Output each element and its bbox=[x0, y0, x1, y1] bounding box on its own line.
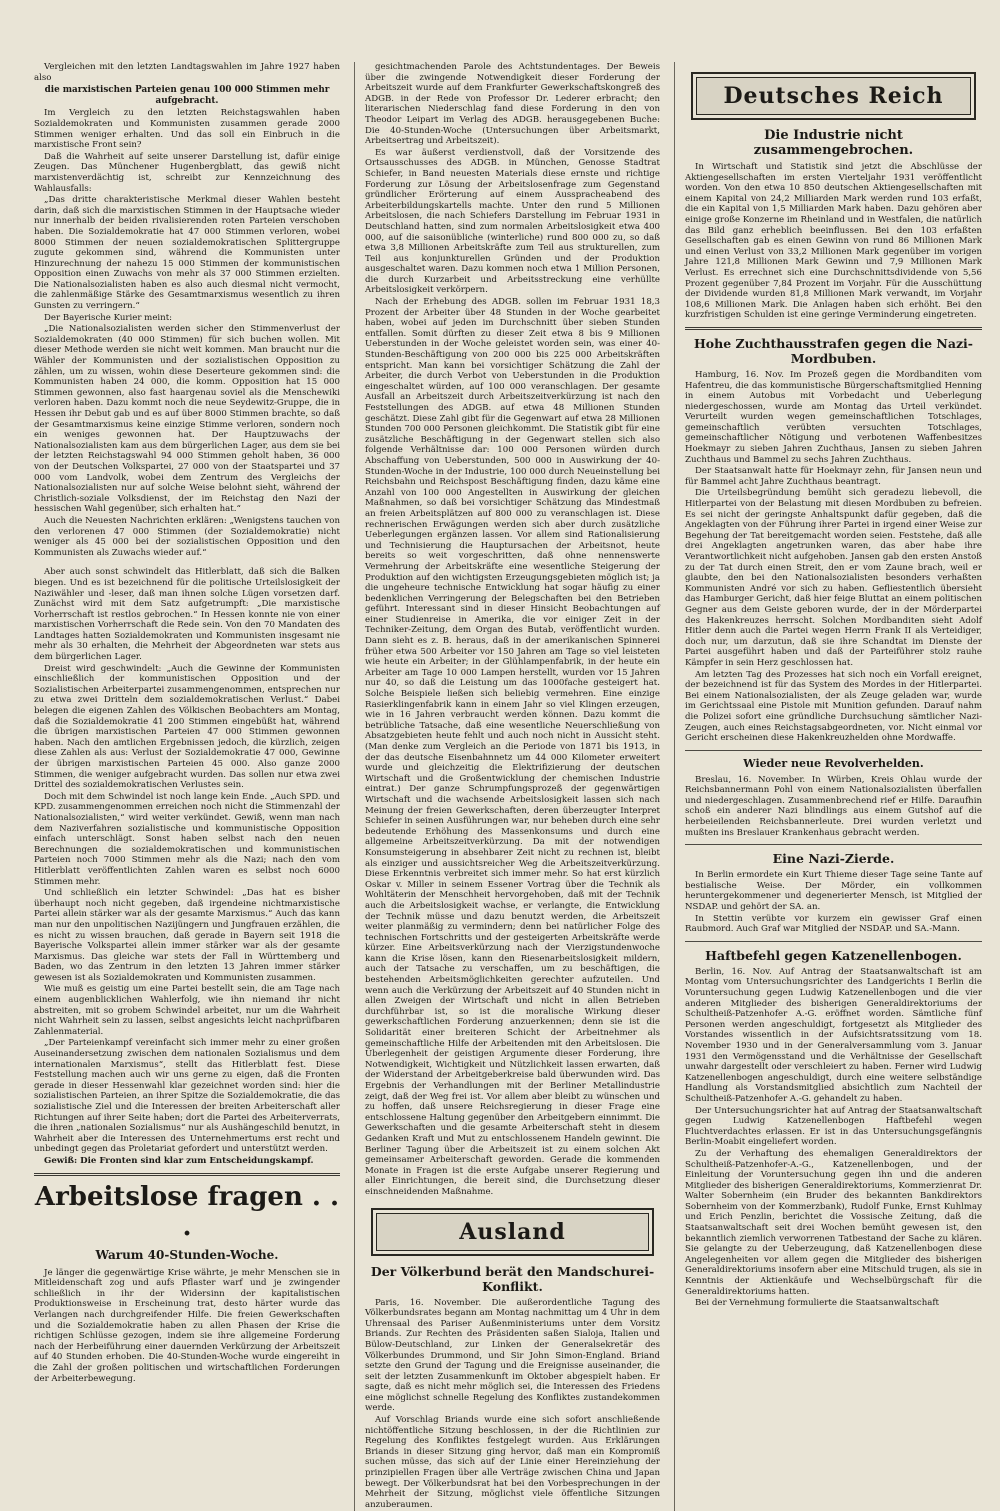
column-right bbox=[674, 62, 982, 1511]
zuchthausstrafen-article bbox=[685, 370, 982, 744]
paragraph: Und schließlich ein letzter Schwindel: „Das hat es bisher überhaupt noch nicht gegeben, daß irgendeine nichtmarxistische Partei allein stärker war als der gesamte Marxismus.“ Auch das kann man nur den unpolitischen Nazijüngern und Jungfrauen erzählen, die es nicht zu wissen brauchen, daß gerade in Bayern seit 1918 die Bayerische Volkspartei allein immer stärker war als der gesamte Marxismus. Das gleiche war stets der Fall in Württemberg und Baden, wo das Zentrum in den letzten 13 Jahren immer stärker gewesen ist als Sozialdemokraten und Kommunisten zusammen. bbox=[34, 888, 340, 983]
paragraph: Zu der Verhaftung des ehemaligen Generaldirektors der Schultheiß-Patzenhofer-A.-G., Katzenellenbogen, und der Einleitung der Voruntersuchung gegen ihn und die anderen Mitglieder des bisherigen Generaldirektoriums, Kommerzienrat Dr. Walter Sobernheim (ein Bruder des bekannten Bankdirektors Sobernheim von der Kommerzbank), Rudolf Funke, Ernst Kuhlmay und Erich Penzlin, berichtet die Vossische Zeitung, daß die Staatsanwaltschaft seit drei Wochen bemüht gewesen ist, den bekanntlich ziemlich verworrenen Tatbestand der Sache zu klären. Sie gelangte zu der Ueberzeugung, daß Katzenellenbogen diese Angelegenheiten vor allem gegen die Mitglieder des bisherigen Generaldirektoriums insofern aber eine Mitschuld trugen, als sie in Kenntnis der Aktienkäufe und Wechselbürgschaft für die Generaldirektoriums hatten. bbox=[685, 1148, 982, 1297]
paragraph: Es war äußerst verdienstvoll, daß der Vorsitzende des Ortsausschusses des ADGB. in München, Genosse Stadtrat Schiefer, in Band neuesten Materials diese ernste und richtige Forderung zur Lösung der Arbeitslosenfrage zum Gegenstand gründlicher Erörterung auf einem Ausspracheabend des Arbeiterbildungskartells machte. Unter den rund 5 Millionen Arbeitslosen, die nach Schiefers Darstellung im Februar 1931 in Deutschland hatten, sind zum normalen Arbeitslosigkeit etwa 400 000, auf die saisonübliche (winterliche) rund 800 000 zu, so daß etwa 3,8 Millionen Arbeitskräfte zum Teil aus strukturellen, zum Teil aus konjunkturellen Gründen und der Produktion ausgeschaltet waren. Dazu kommen noch etwa 1 Million Personen, die durch Kurzarbeit und Arbeitsstreckung eine verhüllte Arbeitslosigkeit verkörpern. bbox=[365, 147, 660, 296]
subheadline-40-stunden: Warum 40-Stunden-Woche. bbox=[95, 1247, 279, 1262]
paragraph: In Stettin verübte vor kurzem ein gewisser Graf einen Raubmord. Auch Graf war Mitglied der NSDAP. und SA.-Mann. bbox=[685, 913, 982, 935]
headline-voelkerbund: Der Völkerbund berät den Mandschurei-Konflikt. bbox=[370, 1263, 655, 1294]
paragraph: Bei der Vernehmung formulierte die Staatsanwaltschaft bbox=[695, 1298, 940, 1309]
paragraph: Auf Vorschlag Briands wurde eine sich sofort anschließende nichtöffentliche Sitzung beschlossen, in der die Richtlinien zur Regelung des Konfliktes festgelegt wurden. Aus Erklärungen Briands in dieser Sitzung ging hervor, daß man ein Kompromiß suchen müsse, das sich auf der Linie einer Hereinziehung der prinzipiellen Fragen über alle Verträge zwischen China und Japan bewegt. Der Völkerbundsrat hat bei den Vorbesprechungen in der Mehrheit der Sitzung, möglichst viele öffentliche Sitzungen anzuberaumen. bbox=[365, 1415, 660, 1510]
section-banner-ausland: Ausland bbox=[371, 1208, 654, 1256]
paragraph: Gewiß: Die Fronten sind klar zum Entscheidungskampf. bbox=[44, 1155, 314, 1166]
headline-zuchthausstrafen: Hohe Zuchthausstrafen gegen die Nazi-Mordbuben. bbox=[694, 335, 973, 366]
headline-revolverhelden: Wieder neue Revolverhelden. bbox=[743, 756, 924, 770]
40-stunden-article-continued bbox=[365, 62, 660, 1198]
paragraph: Der Untersuchungsrichter hat auf Antrag der Staatsanwaltschaft gegen Ludwig Katzenellenbogen Haftbefehl wegen Fluchtverdachtes erlassen. Er ist in das Untersuchungsgefängnis Berlin-Moabit eingeliefert worden. bbox=[685, 1105, 982, 1148]
paragraph: Im Vergleich zu den letzten Reichstagswahlen haben Sozialdemokraten und Kommunisten zusammen gerade 2000 Stimmen weniger erhalten. Und das soll ein Einbruch in die marxistische Front sein? bbox=[34, 108, 340, 151]
section-banner-deutsches-reich: Deutsches Reich bbox=[691, 72, 976, 120]
headline-haftbefehl: Haftbefehl gegen Katzenellenbogen. bbox=[705, 947, 962, 963]
paragraph: Doch mit dem Schwindel ist noch lange kein Ende. „Auch SPD. und KPD. zusammengenommen erreichen noch nicht die Stimmenzahl der Nationalsozialisten,“ wird weiter verkündet. Gewiß, wenn man nach dem Naziverfahren sozialistische und kommunistische Opposition einfach unterschlägt. Sonst haben selbst nach den neuen Berechnungen die sozialdemokratischen und kommunistischen Parteien noch 7000 Stimmen mehr als die Nazi; nach den vom Hitlerblatt veröffentlichten Zahlen waren es selbst noch 6000 Stimmen mehr. bbox=[34, 791, 340, 887]
paragraph: Breslau, 16. November. In Würben, Kreis Ohlau wurde der Reichsbannermann Pohl von einem Nationalsozialisten überfallen und niedergeschlagen. Zusammenbrechend rief er Hilfe. Daraufhin schoß ein anderer Nazi blindlings aus einem Gutshof auf die herbeieilenden Reichsbannerleute. Drei wurden verletzt und mußten ins Breslauer Krankenhaus gebracht werden. bbox=[685, 774, 982, 838]
revolverhelden-article bbox=[685, 775, 982, 839]
headline-nazi-zierde: Eine Nazi-Zierde. bbox=[772, 851, 895, 867]
paragraph: Am letzten Tag des Prozesses hat sich noch ein Vorfall ereignet, der bezeichnend ist für das System des Mordes in der Hitlerpartei. Bei einem Nationalsozialisten, der als Zeuge geladen war, wurde im Gerichtssaal eine Pistole mit Munition gefunden. Darauf nahm die Polizei sofort eine gründliche Durchsuchung sämtlicher Nazi-Zeugen, auch eines Reichstagsabgeordneten, vor. Nicht einmal vor Gericht erscheinen diese Hakenkreuzhelden ohne Mordwaffe. bbox=[685, 669, 982, 744]
paragraph: Berlin, 16. Nov. Auf Antrag der Staatsanwaltschaft ist am Montag vom Untersuchungsrichter des Landgerichts I Berlin die Voruntersuchung gegen Ludwig Katzenellenbogen und die vier anderen Mitglieder des bisherigen Generaldirektoriums der Schultheiß-Patzenhofer A.-G. eröffnet worden. Sämtliche fünf Personen werden angeschuldigt, fortgesetzt als Mitglieder des Vorstandes wissentlich in der Aufsichtsratssitzung vom 18. November 1930 und in der Generalversammlung vom 3. Januar 1931 den Vermögensstand und die Verhältnisse der Gesellschaft unwahr dargestellt oder verschleiert zu haben. Ferner wird Ludwig Katzenellenbogen angeschuldigt, durch eine weitere selbständige Handlung als Vorstandsmitglied absichtlich zum Nachteil der Schultheiß-Patzenhofer A.-G. gehandelt zu haben. bbox=[685, 966, 982, 1104]
paragraph: Nach der Erhebung des ADGB. sollen im Februar 1931 18,3 Prozent der Arbeiter über 48 Stunden in der Woche gearbeitet haben, wobei auf jeden im Durchschnitt über sieben Stunden entfallen. Somit dürften zu dieser Zeit etwa 8 bis 9 Millionen Ueberstunden in der Woche geleistet worden sein, was einer 40-Stunden-Beschäftigung von 200 000 bis 225 000 Arbeitskräften entspricht. Man kann bei vorsichtiger Schätzung die Zahl der Arbeiter, die durch Verbot von Ueberstunden in die Produktion eingeschaltet würden, auf 100 000 veranschlagen. Der gesamte Ausfall an Arbeitszeit durch Arbeitszeitverkürzung ist nach den Feststellungen des ADGB. auf etwa 48 Millionen Stunden geschätzt. Diese Zahl gibt für die Gegenwart auf etwa 28 Millionen Stunden 700 000 Personen gleichkommt. Die Statistik gibt für eine zusätzliche Beschäftigung in der Gegenwart stellen sich also folgende Verhältnisse dar: 100 000 Personen würden durch Abschaffung von Ueberstunden, 500 000 in Auswirkung der 40-Stunden-Woche in der Industrie, 100 000 durch Neueinstellung bei Reichsbahn und Reichspost Beschäftigung finden, dazu käme eine Anzahl von 100 000 Angestellten in Auswirkung der gleichen Maßnahmen, so daß bei vorsichtiger Schätzung das Mindestmaß an freien Arbeitsplätzen auf 800 000 zu veranschlagen ist. Diese rechnerischen Erwägungen werden sich aber durch zusätzliche Ueberlegungen ergänzen lassen. Vor allem sind Rationalisierung und Technisierung die Hauptursachen der Arbeitsnot, heute bereits so weit vorgeschritten, daß ohne nennenswerte Vermehrung der Arbeitskräfte eine wesentliche Steigerung der Produktion auf den wichtigsten Erzeugungsgebieten möglich ist; ja die ungeheure technische Entwicklung hat sogar häufig zu einer bedenklichen Verringerung der Belegschaften bei den Betrieben geführt. Interessant sind in dieser Hinsicht Beobachtungen auf einer Studienreise in Amerika, die vor einiger Zeit in der Techniker-Zeitung, dem Organ des Butab, veröffentlicht wurden. Dann sieht es z. B. heraus, daß in der amerikanischen Spinnerei früher etwa 500 Arbeiter vor 150 Jahren am Tage so viel leisteten wie heute ein Arbeiter; in der Glühlampenfabrik, in der heute ein Arbeiter am Tage 10 000 Lampen herstellt, wurden vor 15 Jahren nur 40, so daß die Leistung um das 1000fache gesteigert hat. Solche Beispiele ließen sich beliebig vermehren. Eine einzige Rasierklingenfabrik kann in einem Jahr so viel Klingen erzeugen, wie in 16 Jahren verbraucht werden können. Dazu kommt die betrübliche Tatsache, daß eine wesentliche Neuerschließung von Absatzgebieten heute fehlt und auch noch nicht in Aussicht steht. (Man denke zum Vergleich an die Periode von 1871 bis 1913, in der das deutsche Eisenbahnnetz um 44 000 Kilometer erweitert wurde und gleichzeitig die Elektrifizierung der deutschen Wirtschaft und die Großentwicklung der chemischen Industrie eintrat.) Der ganze Schrumpfungsprozeß der gegenwärtigen Wirtschaft und die wachsende Arbeitslosigkeit lassen sich nach Meinung der freien Gewerkschaften, deren überzeugter Interpret Schiefer in seinen Ausführungen war, nur beheben durch eine sehr bedeutende Erhöhung des Massenkonsums und durch eine allgemeine Arbeitszeitverkürzung. Da mit der notwendigen Konsumsteigerung in absehbarer Zeit nicht zu rechnen ist, bleibt als einziger und aussichtsreicher Weg die Arbeitszeitverkürzung. Diese Erkenntnis verbreitet sich immer mehr. So hat erst kürzlich Oskar v. Miller in seinem Essener Vortrag über die Technik als Wohltäterin der Menschheit hervorgehoben, daß mit der Technik auch die Arbeitslosigkeit wachse, er verlangte, die Entwicklung der Technik müsse und dazu benutzt werden, die Arbeitszeit weiter planmäßig zu vermindern; denn bei natürlicher Folge des technischen Fortschritts und der gesteigerten Arbeitskräfte werde kürzer. Eine Arbeitsverkürzung nach der Vierzigstundenwoche kann die Krise lösen, kann den Riesenarbeitslosigkeit mildern, auch der Tatsache zu verschaffen, um zu beschäftigen, die bestehenden Arbeitsmöglichkeiten gerechter aufzuteilen. Und wenn auch die Verkürzung der Arbeitszeit auf 40 Stunden nicht in allen Zweigen der Wirtschaft und nicht in allen Betrieben durchführbar ist, so ist die moralische Wirkung dieser gewerkschaftlichen Forderung anzuerkennen; denn sie ist die Solidarität einer breiteren Schicht der Arbeitnehmer als gemeinschaftliche Hilfe der Arbeitenden mit den Arbeitslosen. Die Überlegenheit der geistigen Argumente dieser Forderung, ihre Notwendigkeit, Wichtigkeit und Nützlichkeit lassen erwarten, daß der Widerstand der Arbeitgeberkreise bald überwunden wird. Das Ergebnis der Verhandlungen mit der Berliner Metallindustrie zeigt, daß der Weg frei ist. Vor allem aber bleibt zu wünschen und zu hoffen, daß unsere Reichsregierung in dieser Frage eine entschlossene Haltung gegenüber den Arbeitgebern einnimmt. Die Gewerkschaften und die gesamte Arbeiterschaft steht in diesem Gedanken Kraft und Mut zu entschlossenem Handeln gewinnt. Die Berliner Tagung über die Arbeitszeit ist zu einem solchen Akt gemeinsamer Arbeiterschaft geworden. Gerade die kommenden Monate in Fragen ist die erste Aufgabe unserer Regierung und aller Einrichtungen, die bereit sind, die Durchsetzung dieser einschneidenden Maßnahme. bbox=[365, 297, 660, 1197]
haftbefehl-article bbox=[685, 967, 982, 1309]
paragraph: Dreist wird geschwindelt: „Auch die Gewinne der Kommunisten einschließlich der kommunistischen Opposition und der Sozialistischen Arbeiterpartei zusammengenommen, entsprechen nur zu etwa zwei Dritteln dem sozialdemokratischen Verlust.“ Dabei belegen die eigenen Zahlen des Völkischen Beobachters am Montag, daß die Sozialdemokratie 41 200 Stimmen eingebüßt hat, während die übrigen marxistischen Parteien 47 000 Stimmen gewonnen haben. Nach den amtlichen Ergebnissen jedoch, die kürzlich, zeigen diese Zahlen als aus: Verlust der Sozialdemokratie 47 000, Gewinne der übrigen marxistischen Parteien 45 000. Also ganze 2000 Stimmen, die weniger aufgebracht wurden. Das sollen nur etwa zwei Drittel des sozialdemokratischen Verlustes sein. bbox=[34, 663, 340, 791]
arbeitslose-article bbox=[34, 1268, 340, 1385]
paragraph: Der Staatsanwalt hatte für Hoekmayr zehn, für Jansen neun und für Bammel acht Jahre Zuchthaus beantragt. bbox=[685, 466, 982, 487]
nazi-zierde-article bbox=[685, 870, 982, 935]
paragraph: Wie muß es geistig um eine Partei bestellt sein, die am Tage nach einem augenblicklichen Wahlerfolg, wie ihn niemand ihr nicht abstreiten, mit so grobem Schwindel arbeitet, nur um die Wahrheit nicht Wahrheit sein zu lassen, selbst angesichts leicht nachprüfbaren Zahlenmaterial. bbox=[34, 984, 340, 1037]
headline-arbeitslose: Arbeitslose fragen . . . bbox=[34, 1181, 340, 1242]
paragraph: „Das dritte charakteristische Merkmal dieser Wahlen besteht darin, daß sich die marxistischen Stimmen in der Hauptsache wieder nur innerhalb der beiden rivalisierenden roten Parteien verschoben haben. Die Sozialdemokratie hat 47 000 Stimmen verloren, wobei 8000 Stimmen der neuen sozialdemokratischen Splittergruppe zugute gekommen sind, während die Kommunisten unter Hinzurechnung der nahezu 15 000 Stimmen der kommunistischen Opposition einen Zuwachs von mehr als 37 000 Stimmen erzielten. Die Nationalsozialisten haben es also auch diesmal nicht vermocht, die zahlenmäßige Stärke des Gesamtmarxismus wesentlich zu ihren Gunsten zu verringern.“ bbox=[34, 195, 340, 312]
election-article-top bbox=[34, 62, 340, 558]
paragraph: Paris, 16. November. Die außerordentliche Tagung des Völkerbundsrates begann am Montag nachmittag um 4 Uhr in dem Uhrensaal des Pariser Außenministeriums unter dem Vorsitz Briands. Zur Rechten des Präsidenten saßen Sialoja, Italien und Bülow-Deutschland, zur Linken der Generalsekretär des Völkerbundes Drummond, und Sir John Simon-England. Briand setzte den Grund der Tagung und die Ereignisse auseinander, die seit der letzten Zusammenkunft im Oktober abgespielt haben. Er sagte, daß es nicht mehr möglich sei, die Interessen des Friedens eine möglichst schnelle Regelung des Konfliktes zustandekommen werde. bbox=[365, 1297, 660, 1414]
paragraph: Hamburg, 16. Nov. Im Prozeß gegen die Mordbanditen vom Hafentreu, die das kommunistische Bürgerschaftsmitglied Henning in einem Autobus mit Vorbedacht und Ueberlegung niedergeschossen, wurde am Montag das Urteil verkündet. Verurteilt wurden wegen gemeinschaftlichen Totschlages, gemeinschaftlich verübten versuchten Totschlages, gemeinschaftlicher Nötigung und verbotenen Waffenbesitzes Hoekmayr zu sieben Jahren Zuchthaus, Jansen zu sieben Jahren Zuchthaus und Bammel zu sechs Jahren Zuchthaus. bbox=[685, 369, 982, 465]
paragraph: gesichtmachenden Parole des Achtstundentages. Der Beweis über die zwingende Notwendigkeit dieser Forderung der Arbeitszeit wurde auf dem Frankfurter Gewerkschaftskongreß des ADGB. in der Rede von Professor Dr. Lederer erbracht; den literarischen Niederschlag fand diese Forderung in den von Theodor Leipart im Verlag des ADGB. herausgegebenen Buche: Die 40-Stunden-Woche (Untersuchungen über Arbeitsmarkt, Arbeitsertrag und Arbeitszeit). bbox=[365, 62, 660, 147]
paragraph: die marxistischen Parteien genau 100 000 Stimmen mehr aufgebracht. bbox=[44, 85, 330, 106]
paragraph: Je länger die gegenwärtige Krise währte, je mehr Menschen sie in Mitleidenschaft zog und aufs Pflaster warf und je zwingender schließlich in ihr der Widersinn der kapitalistischen Produktionsweise in Erscheinung trat, desto härter wurde das Verlangen nach durchgreifender Hilfe. Die freien Gewerkschaften und die Sozialdemokratie haben zu allen Phasen der Krise die richtigen Schlüsse gezogen, indem sie ihre allgemeine Forderung nach der Herbeiführung einer dauernden Verkürzung der Arbeitszeit auf 40 Stunden erhoben. Die 40-Stunden-Woche wurde eingereiht in die Zahl der großen politischen und wirtschaftlichen Forderungen der Arbeiterbewegung. bbox=[34, 1267, 340, 1384]
paragraph: Daß die Wahrheit auf seite unserer Darstellung ist, dafür einige Zeugen. Das Münchener Hugenbergblatt, das gewiß nicht marxistenverdächtig ist, schreibt zur Kennzeichnung des Wahlausfalls: bbox=[34, 151, 340, 194]
paragraph: „Der Parteienkampf vereinfacht sich immer mehr zu einer großen Auseinandersetzung zwischen dem nationalen Sozialismus und dem internationalen Marxismus“, stellt das Hitlerblatt fest. Diese Feststellung machen auch wir uns gerne zu eigen, daß die Fronten gerade in dieser Hessenwahl klar gezeichnet worden sind: hier die sozialistischen Parteien, an ihrer Spitze die Sozialdemokratie, die das sozialistische Ziel und die Interessen der breiten Arbeiterschaft aller Richtungen auf ihrer Seite haben; dort die Partei des Arbeiterverrats, die ihren „nationalen Sozialismus“ nur als Aushängeschild benutzt, in Wahrheit aber die Interessen des Unternehmertums erst recht und unbedingt gegen das Proletariat gefordert und unterstützt werden. bbox=[34, 1038, 340, 1155]
industrie-article bbox=[685, 162, 982, 321]
paragraph: In Wirtschaft und Statistik sind jetzt die Abschlüsse der Aktiengesellschaften im ersten Vierteljahr 1931 veröffentlicht worden. Von den etwa 10 850 deutschen Aktiengesellschaften mit einem Kapital von 24,2 Milliarden Mark werden rund 103 erfaßt, die ein Kapital von 1,5 Milliarden Mark haben. Dazu gehören aber einige große Konzerne im Rheinland und in Westfalen, die natürlich das Bild ganz erheblich beeinflussen. Bei den 103 erfaßten Gesellschaften gab es einen Gewinn von rund 86 Millionen Mark und einen Verlust von 33,2 Millionen Mark gegenüber im vorigen Jahre 121,8 Millionen Mark Gewinn und 7,9 Millionen Mark Verlust. Es errechnet sich eine Durchschnittsdividende von 5,56 Prozent gegenüber 7,84 Prozent im Vorjahr. Für die Ausschüttung der Dividende wurden 81,8 Millionen Mark verwandt, im Vorjahr 108,6 Millionen Mark. Die Anlagen haben sich erhöht. Bei den kurzfristigen Schulden ist eine geringe Verminderung eingetreten. bbox=[685, 162, 982, 321]
paragraph: Der Bayerische Kurier meint: bbox=[44, 312, 173, 323]
paragraph: Die Urteilsbegründung bemüht sich geradezu liebevoll, die Hitlerpartei von der Belastung mit diesen Mordbuben zu befreien. Es sei nicht der geringste Anhaltspunkt dafür gegeben, daß die Angeklagten von der Führung ihrer Partei in irgend einer Weise zur Begehung der Tat bereitgemacht worden seien. Feststehe, daß alle drei Angeklagten angetrunken waren, das aber habe ihre Verantwortlichkeit nicht aufgehoben. Jansen gab den ersten Anstoß zu der Tat durch einen Streit, den er vom Zaune brach, weil er glaubte, den bei den Nationalsozialisten besonders verhaßten Kommunisten André vor sich zu haben. Gefliestentlich übersieht das Hamburger Gericht, daß hier feige Bluttat an einem politischen Gegner aus dem Geiste geboren wurde, der in der Mörderpartei des Hakenkreuzes herrscht. Solchen Mordbanditen sieht Adolf Hitler denn auch die Partei wegen Herrn Frank II als Verteidiger, doch nur, um darzutun, daß sie ihre Schandtat im Dienste der Partei ausgeführt haben und daß der Parteiführer stolz rauhe Kämpfer in sein Herz geschlossen hat. bbox=[685, 488, 982, 668]
election-article-continued bbox=[34, 567, 340, 1166]
paragraph: „Die Nationalsozialisten werden sicher den Stimmenverlust der Sozialdemokraten (40 000 Stimmen) für sich buchen wollen. Mit dieser Methode werden sie nicht weit kommen. Man braucht nur die Wähler der Kommunisten und der sozialistischen Opposition zu zählen, um zu wissen, wohin diese Deserteure gekommen sind: die Kommunisten haben 24 000, die komm. Opposition hat 15 000 Stimmen gewonnen, also fast haargenau soviel als die Menschewiki verloren haben. Dazu kommt noch die neue Seydewitz-Gruppe, die in Hessen ihr Debut gab und es auf über 8000 Stimmen brachte, so daß der Gesamtmarxismus keine einzige Stimme verloren, sondern noch ein weniges gewonnen hat. Der Hauptzuwachs der Nationalsozialisten kam aus dem bürgerlichen Lager, aus dem sie bei der letzten Reichstagswahl 94 000 Stimmen geholt haben, 36 000 von der Deutschen Volkspartei, 27 000 von der Staatspartei und 37 000 vom Landvolk, wobei dem Zentrum des Vergleichs der Nationalsozialisten nur auf solche Weise belohnt sieht, während der Christlich-soziale Volksdienst, der im Reichstag den Nazi der hessischen Wahl gegenüber, sich erhalten hat.“ bbox=[34, 324, 340, 515]
paragraph: Aber auch sonst schwindelt das Hitlerblatt, daß sich die Balken biegen. Und es ist bezeichnend für die politische Urteilslosigkeit der Naziwähler und -leser, daß man ihnen solche Lügen vorsetzen darf. Zunächst wird mit dem Satz aufgetrumpft: „Die marxistische Vorherrschaft ist restlos gebrochen.“ In Hessen konnte nie von einer marxistischen Vorherrschaft die Rede sein. Von den 70 Mandaten des Landtages hatten Sozialdemokraten und Kommunisten insgesamt nie mehr als 30 erhalten, die Mehrheit der Abgeordneten war stets aus dem bürgerlichen Lager. bbox=[34, 567, 340, 663]
paragraph: Vergleichen mit den letzten Landtagswahlen im Jahre 1927 haben also bbox=[34, 62, 340, 83]
column-left bbox=[34, 62, 340, 1511]
paragraph: Auch die Neuesten Nachrichten erklären: „Wenigstens tauchen von den verlorenen 47 000 Stimmen (der Sozialdemokratie) nicht weniger als 45 000 bei der sozialistischen Opposition und den Kommunisten als Zuwachs wieder auf.“ bbox=[34, 515, 340, 558]
headline-industrie: Die Industrie nicht zusammengebrochen. bbox=[753, 128, 914, 158]
columns bbox=[34, 62, 982, 1510]
column-middle bbox=[354, 62, 660, 1511]
voelkerbund-article bbox=[365, 1298, 660, 1511]
paragraph: In Berlin ermordete ein Kurt Thieme dieser Tage seine Tante auf bestialische Weise. Der Mörder, ein vollkommen heruntergekommener und degenerierter Mensch, ist Mitglied der NSDAP. und gehört der SA. an. bbox=[685, 870, 982, 913]
